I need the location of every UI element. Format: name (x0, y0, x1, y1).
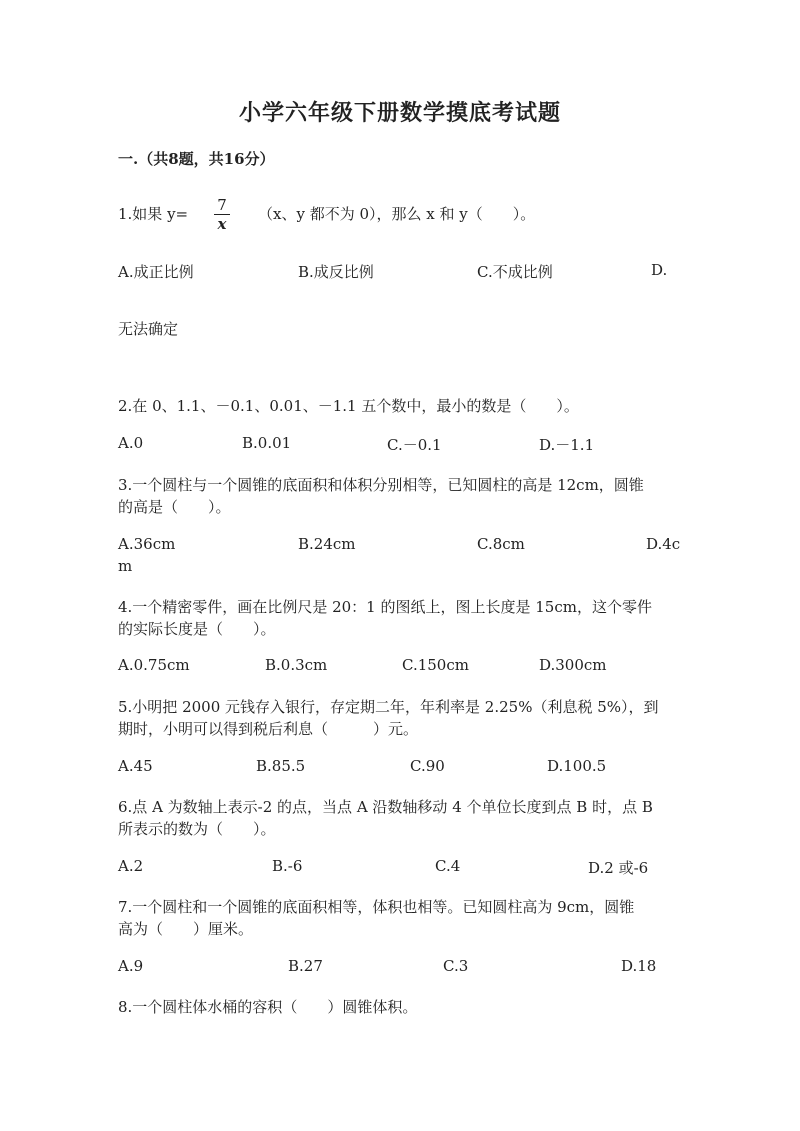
question-2-option-d[interactable]: D.－1.1 (539, 436, 595, 454)
question-1-fraction (212, 196, 232, 233)
question-1-option-d[interactable]: D. (651, 261, 668, 279)
question-4-option-c[interactable]: C.150cm (402, 656, 469, 674)
question-6-line-2: 所表示的数为（ ）。 (118, 820, 276, 838)
question-3-option-b[interactable]: B.24cm (298, 535, 356, 553)
question-4-option-b[interactable]: B.0.3cm (265, 656, 328, 674)
fraction-numerator: 7 (217, 196, 227, 214)
question-7-line-2: 高为（ ）厘米。 (118, 920, 254, 938)
question-6-option-c[interactable]: C.4 (435, 857, 461, 875)
section-heading: 一.（共8题，共16分） (118, 150, 275, 168)
page-title: 小学六年级下册数学摸底考试题 (238, 100, 561, 126)
question-8-text: 8.一个圆柱体水桶的容积（ ）圆锥体积。 (118, 998, 418, 1016)
question-5-option-a[interactable]: A.45 (118, 757, 153, 775)
question-7-option-b[interactable]: B.27 (288, 957, 323, 975)
question-6-option-a[interactable]: A.2 (118, 857, 144, 875)
question-3-line-1: 3.一个圆柱与一个圆锥的底面积和体积分别相等，已知圆柱的高是 12cm，圆锥 (118, 476, 644, 494)
question-2-text: 2.在 0、1.1、－0.1、0.01、－1.1 五个数中，最小的数是（ ）。 (118, 397, 579, 415)
question-5-line-2: 期时，小明可以得到税后利息（ ）元。 (118, 720, 419, 738)
question-5-line-1: 5.小明把 2000 元钱存入银行，存定期二年，年利率是 2.25%（利息税 5%），到 (118, 698, 659, 716)
question-5-option-b[interactable]: B.85.5 (256, 757, 306, 775)
question-1-suffix: （x、y 都不为 0），那么 x 和 y（ ）。 (258, 205, 536, 223)
question-1-option-d-cont: 无法确定 (118, 320, 179, 338)
question-3-option-c[interactable]: C.8cm (477, 535, 525, 553)
question-7-option-c[interactable]: C.3 (443, 957, 469, 975)
question-4-line-1: 4.一个精密零件，画在比例尺是 20：1 的图纸上，图上长度是 15cm，这个零件 (118, 598, 652, 616)
question-5-option-d[interactable]: D.100.5 (547, 757, 607, 775)
question-6-option-b[interactable]: B.-6 (272, 857, 303, 875)
question-1-option-a[interactable]: A.成正比例 (118, 263, 194, 281)
question-3-option-a[interactable]: A.36cm (118, 535, 176, 553)
question-7-option-a[interactable]: A.9 (118, 957, 144, 975)
question-3-line-2: 的高是（ ）。 (118, 498, 231, 516)
question-3-option-d[interactable]: D.4c (646, 535, 681, 553)
question-7-line-1: 7.一个圆柱和一个圆锥的底面积相等，体积也相等。已知圆柱高为 9cm，圆锥 (118, 898, 635, 916)
question-1-option-c[interactable]: C.不成比例 (477, 263, 553, 281)
question-6-line-1: 6.点 A 为数轴上表示-2 的点，当点 A 沿数轴移动 4 个单位长度到点 B 时，点 B (118, 798, 653, 816)
fraction-denominator: x (217, 215, 227, 233)
question-4-line-2: 的实际长度是（ ）。 (118, 620, 276, 638)
question-7-option-d[interactable]: D.18 (621, 957, 657, 975)
question-1-prefix: 1.如果 y= (118, 205, 189, 223)
question-1-option-b[interactable]: B.成反比例 (298, 263, 374, 281)
question-4-option-a[interactable]: A.0.75cm (118, 656, 190, 674)
question-3-option-d-cont: m (118, 557, 133, 575)
question-5-option-c[interactable]: C.90 (410, 757, 445, 775)
question-2-option-b[interactable]: B.0.01 (242, 434, 292, 452)
question-2-option-a[interactable]: A.0 (118, 434, 144, 452)
question-2-option-c[interactable]: C.－0.1 (387, 436, 442, 454)
question-6-option-d[interactable]: D.2 或-6 (588, 859, 649, 877)
question-4-option-d[interactable]: D.300cm (539, 656, 607, 674)
